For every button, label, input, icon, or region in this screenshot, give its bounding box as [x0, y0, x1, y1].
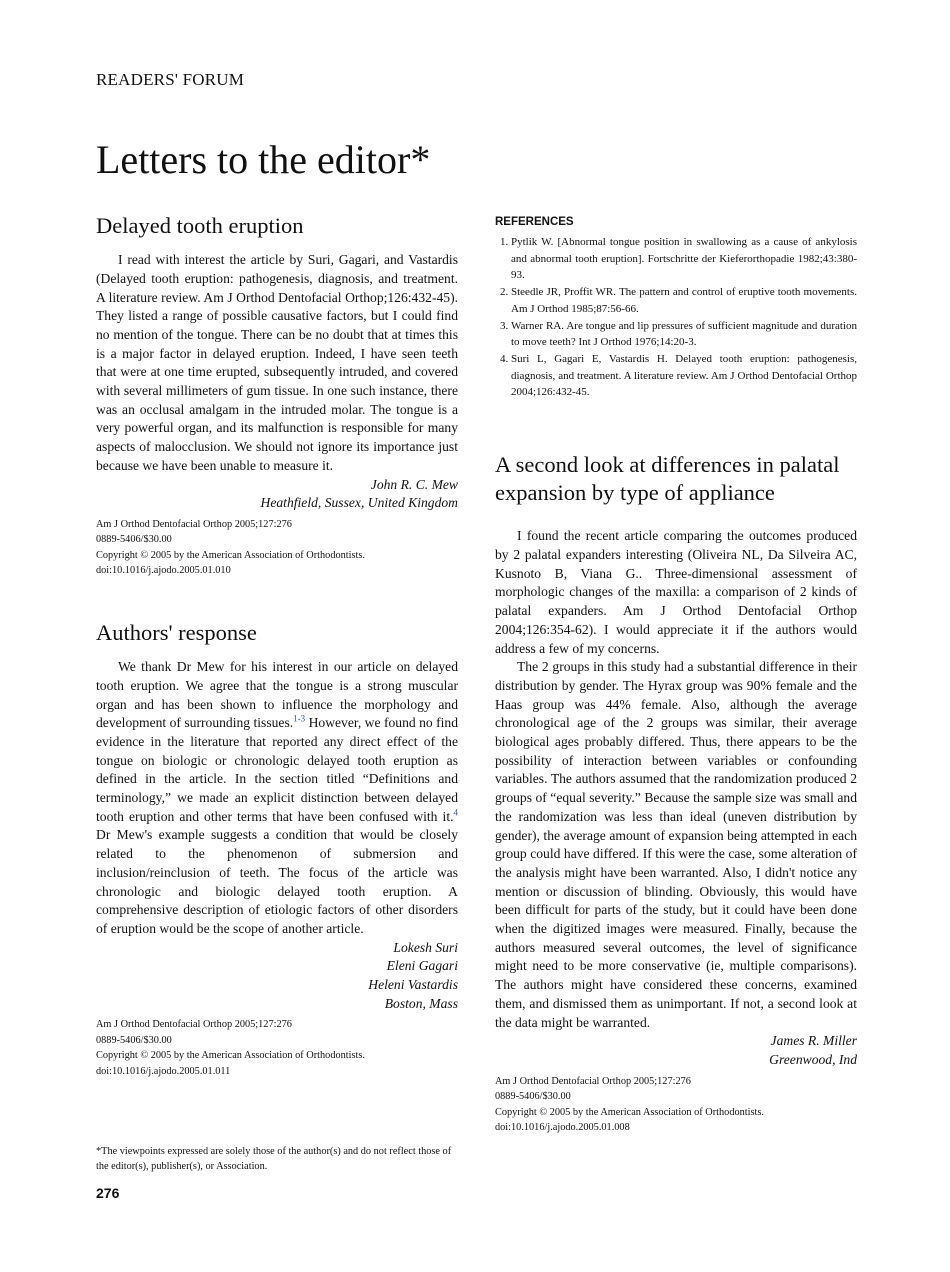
citation-block	[96, 1017, 458, 1079]
doi-link[interactable]: doi:10.1016/j.ajodo.2005.01.011	[96, 1065, 231, 1077]
reference-link[interactable]: 4	[453, 807, 458, 818]
letter-heading: Delayed tooth eruption	[96, 213, 304, 238]
right-column	[495, 216, 857, 1136]
citation-line: 0889-5406/$30.00	[96, 534, 172, 546]
citation-block	[495, 1074, 857, 1136]
response-body	[96, 658, 458, 939]
reference-link[interactable]: 1-3	[293, 713, 306, 724]
authors-response	[96, 619, 458, 1079]
section-label: READERS' FORUM	[96, 70, 245, 89]
letter-heading: A second look at differences in palatal expansion by type of appliance	[495, 452, 840, 506]
signature-name: James R. Miller	[770, 1033, 857, 1049]
footnote: *The viewpoints expressed are solely those of the author(s) and do not reflect those of the editor(s), publisher(s), or Association.	[96, 1146, 452, 1172]
response-text: However, we found no find evidence in the literature that reported any direct effect of the tongue on biologic or chronologic delayed tooth eruption as defined in the article. In the section titled “Definitions and terminology,” we made an explicit distinction between delayed tooth eruption and other terms that have been confused with it.	[96, 715, 458, 824]
letter-paragraph: The 2 groups in this study had a substantial difference in their distribution by gender. The Hyrax group was 90% female and the Haas group was 44% female. Also, although the average chronological age of the 2 groups was similar, their average biological ages probably differed. Thus, there appears to be the possibility of interaction between variables or confounding variables. The authors assumed that the randomization produced 2 groups of “equal severity.” Because the sample size was small and the randomization was less than ideal (uneven distribution by gender), the average amount of expansion being attempted in each group could have differed. If this were the case, some alteration of the analysis might have been warranted. Also, I didn't notice any mention or discussion of blinding. Obviously, this would have been difficult for parts of the study, but it could have been done when the digitized images were measured. Finally, because the authors measured several outcomes, the level of significance might need to be more conservative (ie, multiple comparisons). The authors might have considered these concerns, examined them, and dismissed them as unimportant. If not, a second look at the data might be warranted.	[495, 659, 857, 1030]
page-number: 276	[96, 1185, 120, 1201]
signature-location: Boston, Mass	[384, 995, 458, 1011]
citation-line: Copyright © 2005 by the American Association of Orthodontists.	[495, 1106, 764, 1118]
letter-paragraph: I found the recent article comparing the outcomes produced by 2 palatal expanders interesting (Oliveira NL, Da Silveira AC, Kusnoto B, Viana G.. Three-dimensional assessment of morphologic changes of the maxilla: a comparison of 2 kinds of palatal expanders. Am J Orthod Dentofacial Orthop 2004;126:354-62). I would appreciate it if the authors would address a few of my concerns.	[495, 528, 857, 656]
response-heading: Authors' response	[96, 619, 257, 645]
references-heading: REFERENCES	[495, 216, 574, 228]
letter-palatal-expansion	[495, 451, 857, 1136]
response-text: Dr Mew's example suggests a condition that would be closely related to the phenomenon of submersion and inclusion/reinclusion of teeth. The focus of the article was chronologic and biologic delayed tooth eruption. A comprehensive description of etiologic factors of other disorders of eruption would be the scope of another article.	[96, 827, 458, 936]
citation-block	[96, 517, 458, 579]
doi-link[interactable]: doi:10.1016/j.ajodo.2005.01.008	[495, 1122, 630, 1134]
reference-item: 2. Steedle JR, Proffit WR. The pattern and control of eruptive tooth movements. Am J Orthod 1985;87:56-66.	[511, 284, 857, 317]
citation-line: Am J Orthod Dentofacial Orthop 2005;127:276	[96, 1019, 292, 1031]
response-text: We thank Dr Mew for his interest in our article on delayed tooth eruption. We agree that the tongue is a strong muscular organ and has been shown to influence the morphology and development of surrounding tissues.	[96, 659, 458, 731]
citation-line: Copyright © 2005 by the American Association of Orthodontists.	[96, 549, 365, 561]
signature-name: John R. C. Mew	[370, 476, 458, 492]
letter-delayed-tooth-eruption	[96, 212, 458, 579]
references-list	[495, 234, 857, 401]
signature-location: Greenwood, Ind	[769, 1051, 857, 1067]
references	[495, 216, 857, 401]
doi-link[interactable]: doi:10.1016/j.ajodo.2005.01.010	[96, 565, 231, 577]
citation-line: 0889-5406/$30.00	[96, 1034, 172, 1046]
signature-name: Heleni Vastardis	[368, 977, 458, 993]
signature-name: Lokesh Suri	[393, 939, 458, 955]
left-column	[96, 212, 458, 1079]
citation-line: Am J Orthod Dentofacial Orthop 2005;127:276	[495, 1075, 691, 1087]
page-title: Letters to the editor*	[96, 137, 431, 182]
reference-item: 1. Pytlik W. [Abnormal tongue position in swallowing as a cause of ankylosis and abnormal tooth eruption]. Fortschritte der Kieferorthopadie 1982;43:380-93.	[511, 234, 857, 284]
signature-location: Heathfield, Sussex, United Kingdom	[260, 495, 458, 511]
letter-body: I read with interest the article by Suri, Gagari, and Vastardis (Delayed tooth eruption: pathogenesis, diagnosis, and treatment. A literature review. Am J Orthod Dentofacial Orthop;126:432-45). They listed a range of possible causative factors, but I could find no mention of the tongue. There can be no doubt that at times this is a major factor in delayed eruption. Indeed, I have seen teeth that were at one time erupted, subsequently intruded, and covered with several millimeters of gum tissue. In one such instance, there was an occlusal amalgam in the intruded molar. The tongue is a very powerful organ, and its malfunction is responsible for many aspects of malocclusion. We should not ignore its importance just because we have been unable to measure it.	[96, 252, 458, 473]
citation-line: Copyright © 2005 by the American Association of Orthodontists.	[96, 1050, 365, 1062]
citation-line: 0889-5406/$30.00	[495, 1091, 571, 1103]
citation-line: Am J Orthod Dentofacial Orthop 2005;127:276	[96, 518, 292, 530]
reference-item: 3. Warner RA. Are tongue and lip pressures of sufficient magnitude and duration to move teeth? Int J Orthod 1976;14:20-3.	[511, 318, 857, 351]
signature-name: Eleni Gagari	[386, 958, 458, 974]
reference-item: 4. Suri L, Gagari E, Vastardis H. Delayed tooth eruption: pathogenesis, diagnosis, and treatment. A literature review. Am J Orthod Dentofacial Orthop 2004;126:432-45.	[511, 351, 857, 401]
